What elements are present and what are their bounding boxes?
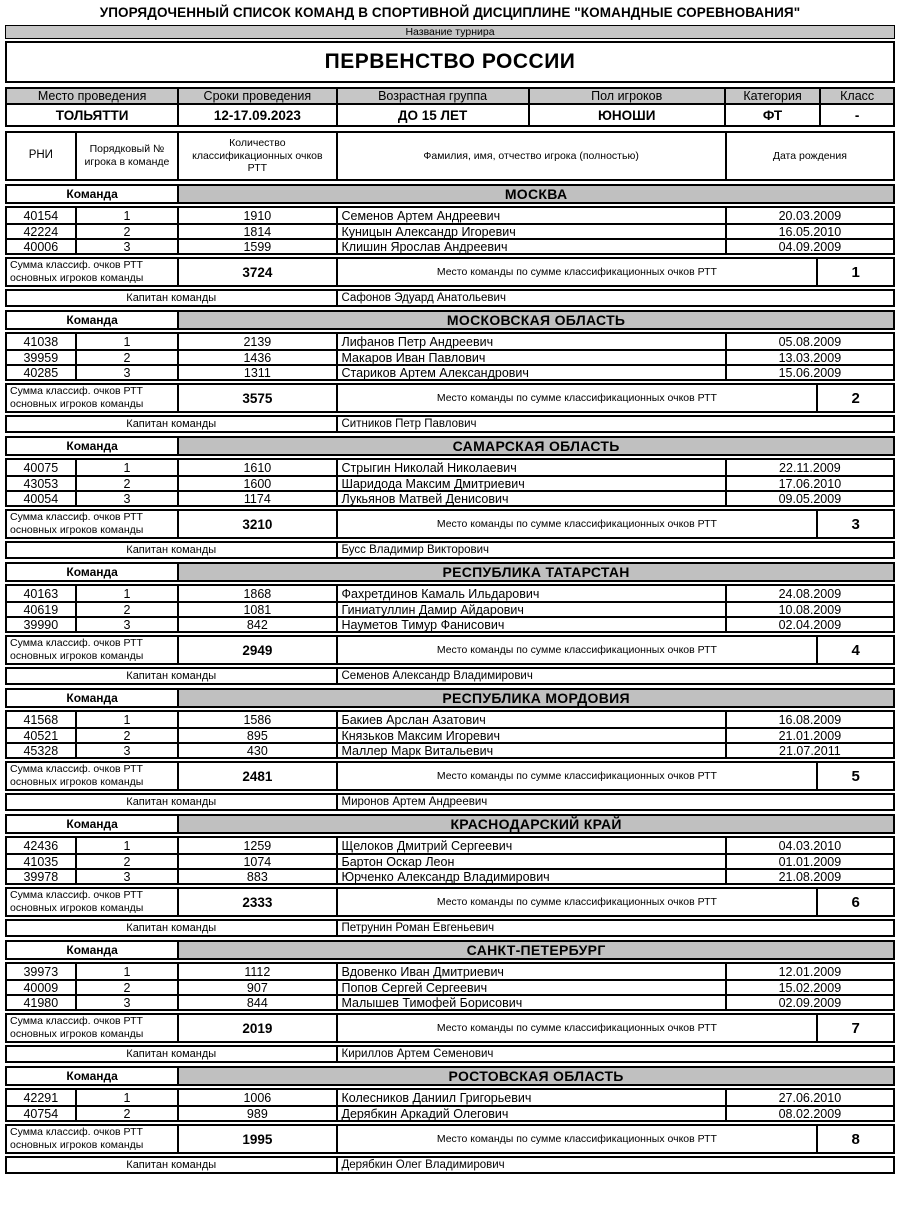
team-place: 7 — [851, 1019, 860, 1037]
player-rni: 42224 — [7, 225, 77, 238]
player-name: Шаридода Максим Дмитриевич — [338, 477, 727, 490]
player-number: 3 — [77, 240, 180, 253]
team-sum-row — [5, 1013, 895, 1043]
player-name: Макаров Иван Павлович — [338, 351, 727, 364]
team-name: РОСТОВСКАЯ ОБЛАСТЬ — [179, 1068, 893, 1084]
team-name: МОСКОВСКАЯ ОБЛАСТЬ — [179, 312, 893, 328]
player-name: Бартон Оскар Леон — [338, 855, 727, 868]
team-sum-row — [5, 509, 895, 539]
player-points: 1600 — [179, 477, 337, 490]
player-birthdate: 01.01.2009 — [778, 855, 842, 868]
player-row — [7, 616, 893, 631]
player-rni: 39978 — [7, 870, 77, 883]
team-label: Команда — [7, 438, 179, 454]
player-name: Куницын Александр Игоревич — [338, 225, 727, 238]
place-label: Место команды по сумме классификационных очков РТТ — [338, 1015, 819, 1041]
team-captain-row — [5, 793, 895, 811]
team-header-row — [5, 310, 895, 330]
player-number: 1 — [77, 586, 180, 601]
player-points: 1610 — [179, 460, 337, 475]
col-header-rni: РНИ — [7, 133, 77, 179]
captain-label: Капитан команды — [7, 1047, 338, 1061]
player-birthdate: 10.08.2009 — [778, 603, 842, 616]
team-points-sum: 2481 — [179, 763, 337, 789]
player-points: 1814 — [179, 225, 337, 238]
player-name: Гиниатуллин Дамир Айдарович — [338, 603, 727, 616]
player-points: 1910 — [179, 208, 337, 223]
team-sum-row — [5, 383, 895, 413]
player-name: Семенов Артем Андреевич — [338, 208, 727, 223]
captain-label: Капитан команды — [7, 291, 338, 305]
sum-label: Сумма классиф. очков РТТ основных игроков команды — [7, 889, 179, 915]
player-number: 1 — [77, 712, 180, 727]
team-points-sum: 2949 — [179, 637, 337, 663]
team-block — [5, 688, 895, 811]
player-row — [7, 475, 893, 490]
player-row — [7, 364, 893, 379]
team-label: Команда — [7, 1068, 179, 1084]
team-points-sum: 3210 — [179, 511, 337, 537]
player-row — [7, 964, 893, 979]
team-sum-row — [5, 257, 895, 287]
team-name: КРАСНОДАРСКИЙ КРАЙ — [179, 816, 893, 832]
player-row — [7, 742, 893, 757]
team-captain-row — [5, 289, 895, 307]
player-points: 430 — [179, 744, 337, 757]
player-number: 3 — [77, 366, 180, 379]
sum-label: Сумма классиф. очков РТТ основных игроков команды — [7, 1126, 179, 1152]
player-points: 2139 — [179, 334, 337, 349]
player-birthdate: 27.06.2010 — [778, 1090, 842, 1105]
player-number: 2 — [77, 729, 180, 742]
player-name: Юрченко Александр Владимирович — [338, 870, 727, 883]
team-header-row — [5, 1066, 895, 1086]
player-row — [7, 490, 893, 505]
captain-name: Сафонов Эдуард Анатольевич — [341, 292, 506, 304]
player-row — [7, 601, 893, 616]
team-block — [5, 814, 895, 937]
player-points: 1599 — [179, 240, 337, 253]
player-name: Лукьянов Матвей Денисович — [338, 492, 727, 505]
tournament-name-label: Название турнира — [5, 25, 895, 39]
sum-label: Сумма классиф. очков РТТ основных игроков команды — [7, 637, 179, 663]
team-header-row — [5, 436, 895, 456]
player-birthdate: 24.08.2009 — [778, 586, 842, 601]
player-birthdate: 04.03.2010 — [778, 838, 842, 853]
event-info-table — [5, 87, 895, 127]
player-rni: 39973 — [7, 964, 77, 979]
player-rni: 43053 — [7, 477, 77, 490]
player-rni: 41035 — [7, 855, 77, 868]
info-value-gender: ЮНОШИ — [530, 105, 726, 125]
team-label: Команда — [7, 816, 179, 832]
tournament-name: ПЕРВЕНСТВО РОССИИ — [5, 41, 895, 83]
player-points: 989 — [179, 1107, 337, 1120]
player-rni: 40754 — [7, 1107, 77, 1120]
player-points: 1006 — [179, 1090, 337, 1105]
team-players — [5, 1088, 895, 1122]
player-points: 1868 — [179, 586, 337, 601]
player-points: 1259 — [179, 838, 337, 853]
player-row — [7, 853, 893, 868]
player-row — [7, 460, 893, 475]
player-number: 3 — [77, 870, 180, 883]
player-points: 1586 — [179, 712, 337, 727]
player-birthdate: 15.02.2009 — [778, 981, 842, 994]
team-name: САНКТ-ПЕТЕРБУРГ — [179, 942, 893, 958]
player-rni: 40075 — [7, 460, 77, 475]
place-label: Место команды по сумме классификационных очков РТТ — [338, 889, 819, 915]
captain-name: Кириллов Артем Семенович — [341, 1048, 494, 1060]
place-label: Место команды по сумме классификационных очков РТТ — [338, 1126, 819, 1152]
captain-name: Петрунин Роман Евгеньевич — [341, 922, 495, 934]
captain-name: Ситников Петр Павлович — [341, 418, 477, 430]
player-birthdate: 04.09.2009 — [778, 240, 842, 253]
col-header-birthdate: Дата рождения — [772, 149, 847, 162]
team-label: Команда — [7, 312, 179, 328]
player-number: 2 — [77, 225, 180, 238]
player-number: 1 — [77, 838, 180, 853]
captain-label: Капитан команды — [7, 1158, 338, 1172]
player-rni: 42291 — [7, 1090, 77, 1105]
player-rni: 39959 — [7, 351, 77, 364]
team-label: Команда — [7, 564, 179, 580]
place-label: Место команды по сумме классификационных очков РТТ — [338, 511, 819, 537]
player-points: 1081 — [179, 603, 337, 616]
player-rni: 40163 — [7, 586, 77, 601]
player-row — [7, 994, 893, 1009]
captain-name: Дерябкин Олег Владимирович — [341, 1159, 505, 1171]
player-name: Фахретдинов Камаль Ильдарович — [338, 586, 727, 601]
player-number: 2 — [77, 351, 180, 364]
page-title: УПОРЯДОЧЕННЫЙ СПИСОК КОМАНД В СПОРТИВНОЙ ДИСЦИПЛИНЕ "КОМАНДНЫЕ СОРЕВНОВАНИЯ" — [99, 5, 801, 20]
player-name: Князьков Максим Игоревич — [338, 729, 727, 742]
team-place: 1 — [851, 263, 860, 281]
place-label: Место команды по сумме классификационных очков РТТ — [338, 259, 819, 285]
captain-label: Капитан команды — [7, 543, 338, 557]
info-value-dates: 12-17.09.2023 — [179, 105, 337, 125]
player-row — [7, 208, 893, 223]
team-captain-row — [5, 667, 895, 685]
player-name: Колесников Даниил Григорьевич — [338, 1090, 727, 1105]
player-number: 2 — [77, 855, 180, 868]
team-place: 5 — [851, 767, 860, 785]
team-header-row — [5, 562, 895, 582]
player-birthdate: 21.08.2009 — [778, 870, 842, 883]
info-value-venue: ТОЛЬЯТТИ — [7, 105, 179, 125]
info-label-gender: Пол игроков — [530, 89, 726, 105]
player-row — [7, 586, 893, 601]
captain-label: Капитан команды — [7, 417, 338, 431]
player-number: 1 — [77, 1090, 180, 1105]
info-label-age-group: Возрастная группа — [338, 89, 530, 105]
team-sum-row — [5, 887, 895, 917]
player-rni: 41980 — [7, 996, 77, 1009]
info-value-class: - — [854, 107, 860, 123]
team-place: 3 — [851, 515, 860, 533]
captain-label: Капитан команды — [7, 921, 338, 935]
team-name: МОСКВА — [179, 186, 893, 202]
player-birthdate: 20.03.2009 — [778, 208, 842, 223]
player-row — [7, 712, 893, 727]
player-birthdate: 08.02.2009 — [778, 1107, 842, 1120]
player-birthdate: 15.06.2009 — [778, 366, 842, 379]
player-birthdate: 05.08.2009 — [778, 334, 842, 349]
info-label-venue: Место проведения — [7, 89, 179, 105]
team-place: 2 — [851, 389, 860, 407]
team-captain-row — [5, 1045, 895, 1063]
player-points: 895 — [179, 729, 337, 742]
col-header-player-number: Порядковый № игрока в команде — [77, 133, 180, 179]
player-number: 3 — [77, 996, 180, 1009]
captain-name: Бусс Владимир Викторович — [341, 544, 490, 556]
player-rni: 45328 — [7, 744, 77, 757]
captain-name: Миронов Артем Андреевич — [341, 796, 488, 808]
team-sum-row — [5, 1124, 895, 1154]
player-birthdate: 02.09.2009 — [778, 996, 842, 1009]
player-points: 1311 — [179, 366, 337, 379]
place-label: Место команды по сумме классификационных очков РТТ — [338, 385, 819, 411]
team-place: 4 — [851, 641, 860, 659]
player-number: 2 — [77, 981, 180, 994]
player-name: Щелоков Дмитрий Сергеевич — [338, 838, 727, 853]
captain-name: Семенов Александр Владимирович — [341, 670, 533, 682]
player-points: 1436 — [179, 351, 337, 364]
team-players — [5, 836, 895, 885]
team-header-row — [5, 184, 895, 204]
team-captain-row — [5, 541, 895, 559]
player-row — [7, 838, 893, 853]
player-name: Бакиев Арслан Азатович — [338, 712, 727, 727]
player-name: Науметов Тимур Фанисович — [338, 618, 727, 631]
captain-label: Капитан команды — [7, 669, 338, 683]
player-birthdate: 16.08.2009 — [778, 712, 842, 727]
col-header-full-name: Фамилия, имя, отчество игрока (полностью) — [338, 133, 727, 179]
team-place: 6 — [851, 893, 860, 911]
team-label: Команда — [7, 186, 179, 202]
player-points: 1112 — [179, 964, 337, 979]
player-number: 1 — [77, 334, 180, 349]
player-name: Лифанов Петр Андреевич — [338, 334, 727, 349]
team-header-row — [5, 814, 895, 834]
player-points: 907 — [179, 981, 337, 994]
team-captain-row — [5, 415, 895, 433]
team-players — [5, 332, 895, 381]
player-row — [7, 1105, 893, 1120]
player-points: 844 — [179, 996, 337, 1009]
team-points-sum: 1995 — [179, 1126, 337, 1152]
team-players — [5, 206, 895, 255]
player-row — [7, 727, 893, 742]
team-place: 8 — [851, 1130, 860, 1148]
col-header-points: Количество классификационных очков РТТ — [179, 133, 337, 179]
team-points-sum: 3575 — [179, 385, 337, 411]
player-rni: 40054 — [7, 492, 77, 505]
sum-label: Сумма классиф. очков РТТ основных игроков команды — [7, 259, 179, 285]
player-rni: 40154 — [7, 208, 77, 223]
sum-label: Сумма классиф. очков РТТ основных игроков команды — [7, 385, 179, 411]
team-captain-row — [5, 919, 895, 937]
place-label: Место команды по сумме классификационных очков РТТ — [338, 763, 819, 789]
player-row — [7, 979, 893, 994]
player-rni: 40521 — [7, 729, 77, 742]
player-rni: 40006 — [7, 240, 77, 253]
team-name: РЕСПУБЛИКА ТАТАРСТАН — [179, 564, 893, 580]
player-name: Клишин Ярослав Андреевич — [338, 240, 727, 253]
player-points: 842 — [179, 618, 337, 631]
team-players — [5, 584, 895, 633]
player-rni: 41568 — [7, 712, 77, 727]
team-players — [5, 458, 895, 507]
player-row — [7, 238, 893, 253]
team-header-row — [5, 940, 895, 960]
place-label: Место команды по сумме классификационных очков РТТ — [338, 637, 819, 663]
player-birthdate: 02.04.2009 — [778, 618, 842, 631]
team-name: САМАРСКАЯ ОБЛАСТЬ — [179, 438, 893, 454]
info-value-category: ФТ — [726, 105, 822, 125]
team-players — [5, 710, 895, 759]
team-label: Команда — [7, 942, 179, 958]
player-number: 3 — [77, 492, 180, 505]
player-birthdate: 17.06.2010 — [778, 477, 842, 490]
players-header-row — [5, 131, 895, 181]
player-birthdate: 13.03.2009 — [778, 351, 842, 364]
player-number: 2 — [77, 1107, 180, 1120]
player-number: 1 — [77, 208, 180, 223]
player-row — [7, 223, 893, 238]
player-birthdate: 09.05.2009 — [778, 492, 842, 505]
team-block — [5, 940, 895, 1063]
player-points: 883 — [179, 870, 337, 883]
player-birthdate: 16.05.2010 — [778, 225, 842, 238]
team-captain-row — [5, 1156, 895, 1174]
player-rni: 42436 — [7, 838, 77, 853]
player-number: 1 — [77, 460, 180, 475]
player-number: 2 — [77, 477, 180, 490]
player-number: 1 — [77, 964, 180, 979]
teams-list — [5, 184, 895, 1174]
player-row — [7, 1090, 893, 1105]
player-birthdate: 22.11.2009 — [779, 460, 841, 475]
team-block — [5, 436, 895, 559]
player-name: Вдовенко Иван Дмитриевич — [338, 964, 727, 979]
team-players — [5, 962, 895, 1011]
player-rni: 40285 — [7, 366, 77, 379]
tournament-box — [5, 25, 895, 83]
team-points-sum: 2333 — [179, 889, 337, 915]
info-label-class: Класс — [821, 89, 893, 105]
info-label-category: Категория — [726, 89, 822, 105]
captain-label: Капитан команды — [7, 795, 338, 809]
team-block — [5, 310, 895, 433]
player-points: 1174 — [179, 492, 337, 505]
player-birthdate: 12.01.2009 — [778, 964, 842, 979]
team-block — [5, 562, 895, 685]
player-rni: 39990 — [7, 618, 77, 631]
player-row — [7, 868, 893, 883]
player-birthdate: 21.01.2009 — [778, 729, 842, 742]
sum-label: Сумма классиф. очков РТТ основных игроков команды — [7, 511, 179, 537]
player-name: Дерябкин Аркадий Олегович — [338, 1107, 727, 1120]
player-rni: 40619 — [7, 603, 77, 616]
team-name: РЕСПУБЛИКА МОРДОВИЯ — [179, 690, 893, 706]
player-name: Стариков Артем Александрович — [338, 366, 727, 379]
info-value-age-group: ДО 15 ЛЕТ — [338, 105, 530, 125]
team-block — [5, 1066, 895, 1174]
player-name: Стрыгин Николай Николаевич — [338, 460, 727, 475]
player-number: 3 — [77, 744, 180, 757]
player-row — [7, 349, 893, 364]
team-header-row — [5, 688, 895, 708]
sum-label: Сумма классиф. очков РТТ основных игроков команды — [7, 763, 179, 789]
player-row — [7, 334, 893, 349]
player-number: 3 — [77, 618, 180, 631]
player-rni: 40009 — [7, 981, 77, 994]
team-points-sum: 2019 — [179, 1015, 337, 1041]
player-name: Маллер Марк Витальевич — [338, 744, 727, 757]
info-label-dates: Сроки проведения — [179, 89, 337, 105]
player-birthdate: 21.07.2011 — [779, 744, 841, 757]
sum-label: Сумма классиф. очков РТТ основных игроков команды — [7, 1015, 179, 1041]
player-name: Малышев Тимофей Борисович — [338, 996, 727, 1009]
player-number: 2 — [77, 603, 180, 616]
team-sum-row — [5, 761, 895, 791]
player-rni: 41038 — [7, 334, 77, 349]
team-block — [5, 184, 895, 307]
player-name: Попов Сергей Сергеевич — [338, 981, 727, 994]
player-points: 1074 — [179, 855, 337, 868]
team-label: Команда — [7, 690, 179, 706]
team-points-sum: 3724 — [179, 259, 337, 285]
team-sum-row — [5, 635, 895, 665]
